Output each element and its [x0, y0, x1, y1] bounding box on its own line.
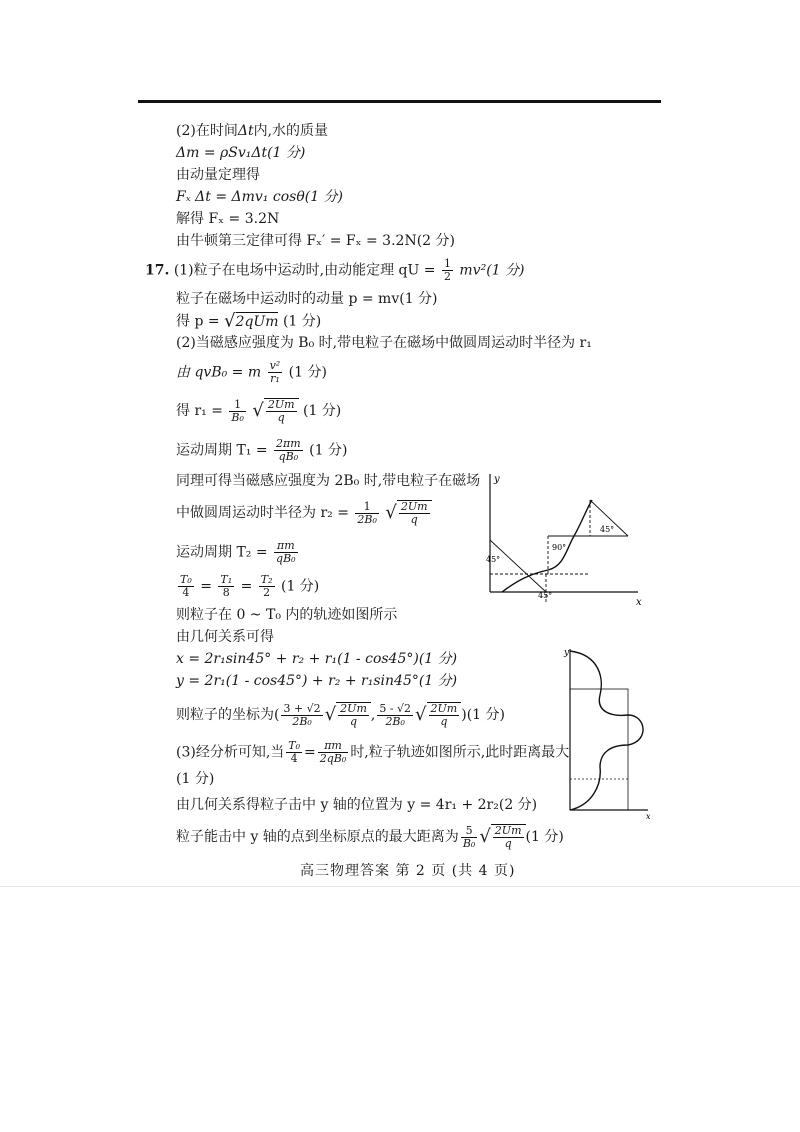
square-root: √ $\frac{2Um}{q}$	[252, 398, 298, 424]
part2-line-4: Fₓ Δt = Δmv₁ cosθ(1 分)	[176, 189, 344, 205]
angle-label: 45°	[600, 525, 615, 534]
fraction: $\frac{2\pi m}{\text{qB₀}}$	[276, 437, 301, 463]
q17-line-18: (1 分)	[176, 771, 215, 787]
q17-line-20: 粒子能击中 y 轴的点到坐标原点的最大距离为 $\frac{5}{\text{B₀}}$ √ $\frac{2Um}{q}$ (1 分)	[176, 823, 564, 850]
q17-line-4: (2)当磁感应强度为 B₀ 时,带电粒子在磁场中做圆周运动时半径为 r₁	[176, 335, 592, 351]
square-root: √ $\frac{2Um}{q}$	[325, 702, 371, 728]
y-axis-label: y	[564, 648, 570, 658]
q17-line-12: 则粒子在 0 ~ T₀ 内的轨迹如图所示	[176, 607, 398, 623]
q17-line-3: 得 p = √2qUm (1 分)	[176, 310, 322, 332]
angle-label: 45°	[486, 555, 501, 564]
q17-line-13: 由几何关系可得	[176, 629, 274, 645]
q17-line-15: y = 2r₁(1 - cos45°) + r₂ + r₁sin45°(1 分)	[176, 673, 458, 689]
bounding-box	[570, 689, 628, 810]
fraction: $\frac{\text{T₀}}{4}$	[288, 739, 301, 765]
square-root: √ $\frac{2Um}{q}$	[479, 824, 525, 850]
q17-line-6: 得 r₁ = $\frac{1}{\text{B₀}}$ √ $\frac{2Um}{q}$ (1 分)	[176, 397, 342, 424]
q17-line-1: 17. (1)粒子在电场中运动时,由动能定理 qU = $\frac{1}{2}$ mv²(1 分)	[145, 257, 525, 283]
q17-line-7: 运动周期 T₁ = $\frac{2\pi m}{\text{qB₀}}$ (1 分)	[176, 437, 348, 463]
trajectory-figure-1	[478, 470, 648, 610]
q17-line-11: $\frac{\text{T₀}}{4}$ = $\frac{\text{T₁}}{8}$ = $\frac{\text{T₂}}{2}$ (1 分)	[180, 573, 320, 599]
part2-line-2: Δm = ρSv₁Δt(1 分)	[176, 145, 306, 161]
q17-line-14: x = 2r₁sin45° + r₂ + r₁(1 - cos45°)(1 分)	[176, 651, 458, 667]
q17-line-17: (3)经分析可知,当 $\frac{\text{T₀}}{4}$ = $\frac{\pi m}{\text{2qB₀}}$ 时,粒子轨迹如图所示,此时距离最大	[176, 739, 570, 765]
x-axis-label: x	[646, 812, 651, 820]
trajectory-curve	[570, 651, 643, 810]
part2-line-6: 由牛顿第三定律可得 Fₓ′ = Fₓ = 3.2N(2 分)	[176, 233, 455, 249]
q17-line-5: 由 qvB₀ = m $\frac{\text{v²}}{\text{r₁}}$ (1 分)	[176, 359, 327, 385]
fraction: $\frac{\text{T₂}}{2}$	[260, 573, 273, 599]
x-axis-label: x	[636, 597, 642, 608]
q17-line-10: 运动周期 T₂ = $\frac{\pi m}{\text{qB₀}}$	[176, 539, 296, 565]
fraction: $\frac{3 + √2}{\text{2B₀}}$	[283, 701, 321, 728]
fraction: $\frac{5}{\text{B₀}}$	[462, 823, 476, 850]
fraction: $\frac{\pi m}{\text{2qB₀}}$	[319, 739, 347, 765]
square-root: √2qUm	[224, 310, 279, 332]
fraction: $\frac{\text{T₁}}{8}$	[220, 573, 233, 599]
fraction: $\frac{1}{\text{B₀}}$	[231, 397, 244, 424]
page-footer: 高三物理答案 第 2 页 (共 4 页)	[300, 863, 516, 879]
q17-line-16: 则粒子的坐标为( $\frac{3 + √2}{\text{2B₀}}$ √ $\frac{2Um}{q}$ , $\frac{5 - √2}{\text{2B₀}}$ √ $\frac{2Um}{q}$ )(1 分)	[176, 701, 505, 728]
angle-label: 45°	[538, 591, 553, 600]
angle-label: 90°	[552, 543, 567, 552]
fraction: $\frac{\text{T₀}}{4}$	[180, 573, 192, 599]
fraction: $\frac{\text{v²}}{\text{r₁}}$	[269, 359, 281, 385]
square-root: √ $\frac{2Um}{q}$	[385, 500, 431, 526]
part2-line-3: 由动量定理得	[176, 167, 260, 183]
y-axis-label: y	[494, 474, 500, 485]
tangent-line	[490, 540, 546, 592]
fraction: $\frac{5 - √2}{\text{2B₀}}$	[379, 701, 412, 728]
q17-line-19: 由几何关系得粒子击中 y 轴的位置为 y = 4r₁ + 2r₂(2 分)	[176, 797, 538, 813]
fraction: $\frac{1}{2}$	[443, 257, 451, 283]
q17-line-9: 中做圆周运动时半径为 r₂ = $\frac{1}{\text{2B₀}}$ √ $\frac{2Um}{q}$	[176, 500, 432, 526]
q17-line-2: 粒子在磁场中运动时的动量 p = mv(1 分)	[176, 291, 438, 307]
page-divider	[0, 886, 800, 887]
question-number: 17.	[145, 262, 170, 279]
trajectory-curve	[502, 500, 592, 592]
trajectory-figure-2	[560, 645, 660, 820]
part2-line-5: 解得 Fₓ = 3.2N	[176, 211, 280, 227]
fraction: $\frac{1}{\text{2B₀}}$	[357, 499, 377, 526]
part2-line-1: (2)在时间Δt内,水的质量	[176, 123, 329, 139]
square-root: √ $\frac{2Um}{q}$	[415, 702, 461, 728]
top-rule	[138, 100, 661, 103]
fraction: $\frac{\pi m}{\text{qB₀}}$	[276, 539, 296, 565]
q17-line-8: 同理可得当磁感应强度为 2B₀ 时,带电粒子在磁场	[176, 473, 481, 489]
